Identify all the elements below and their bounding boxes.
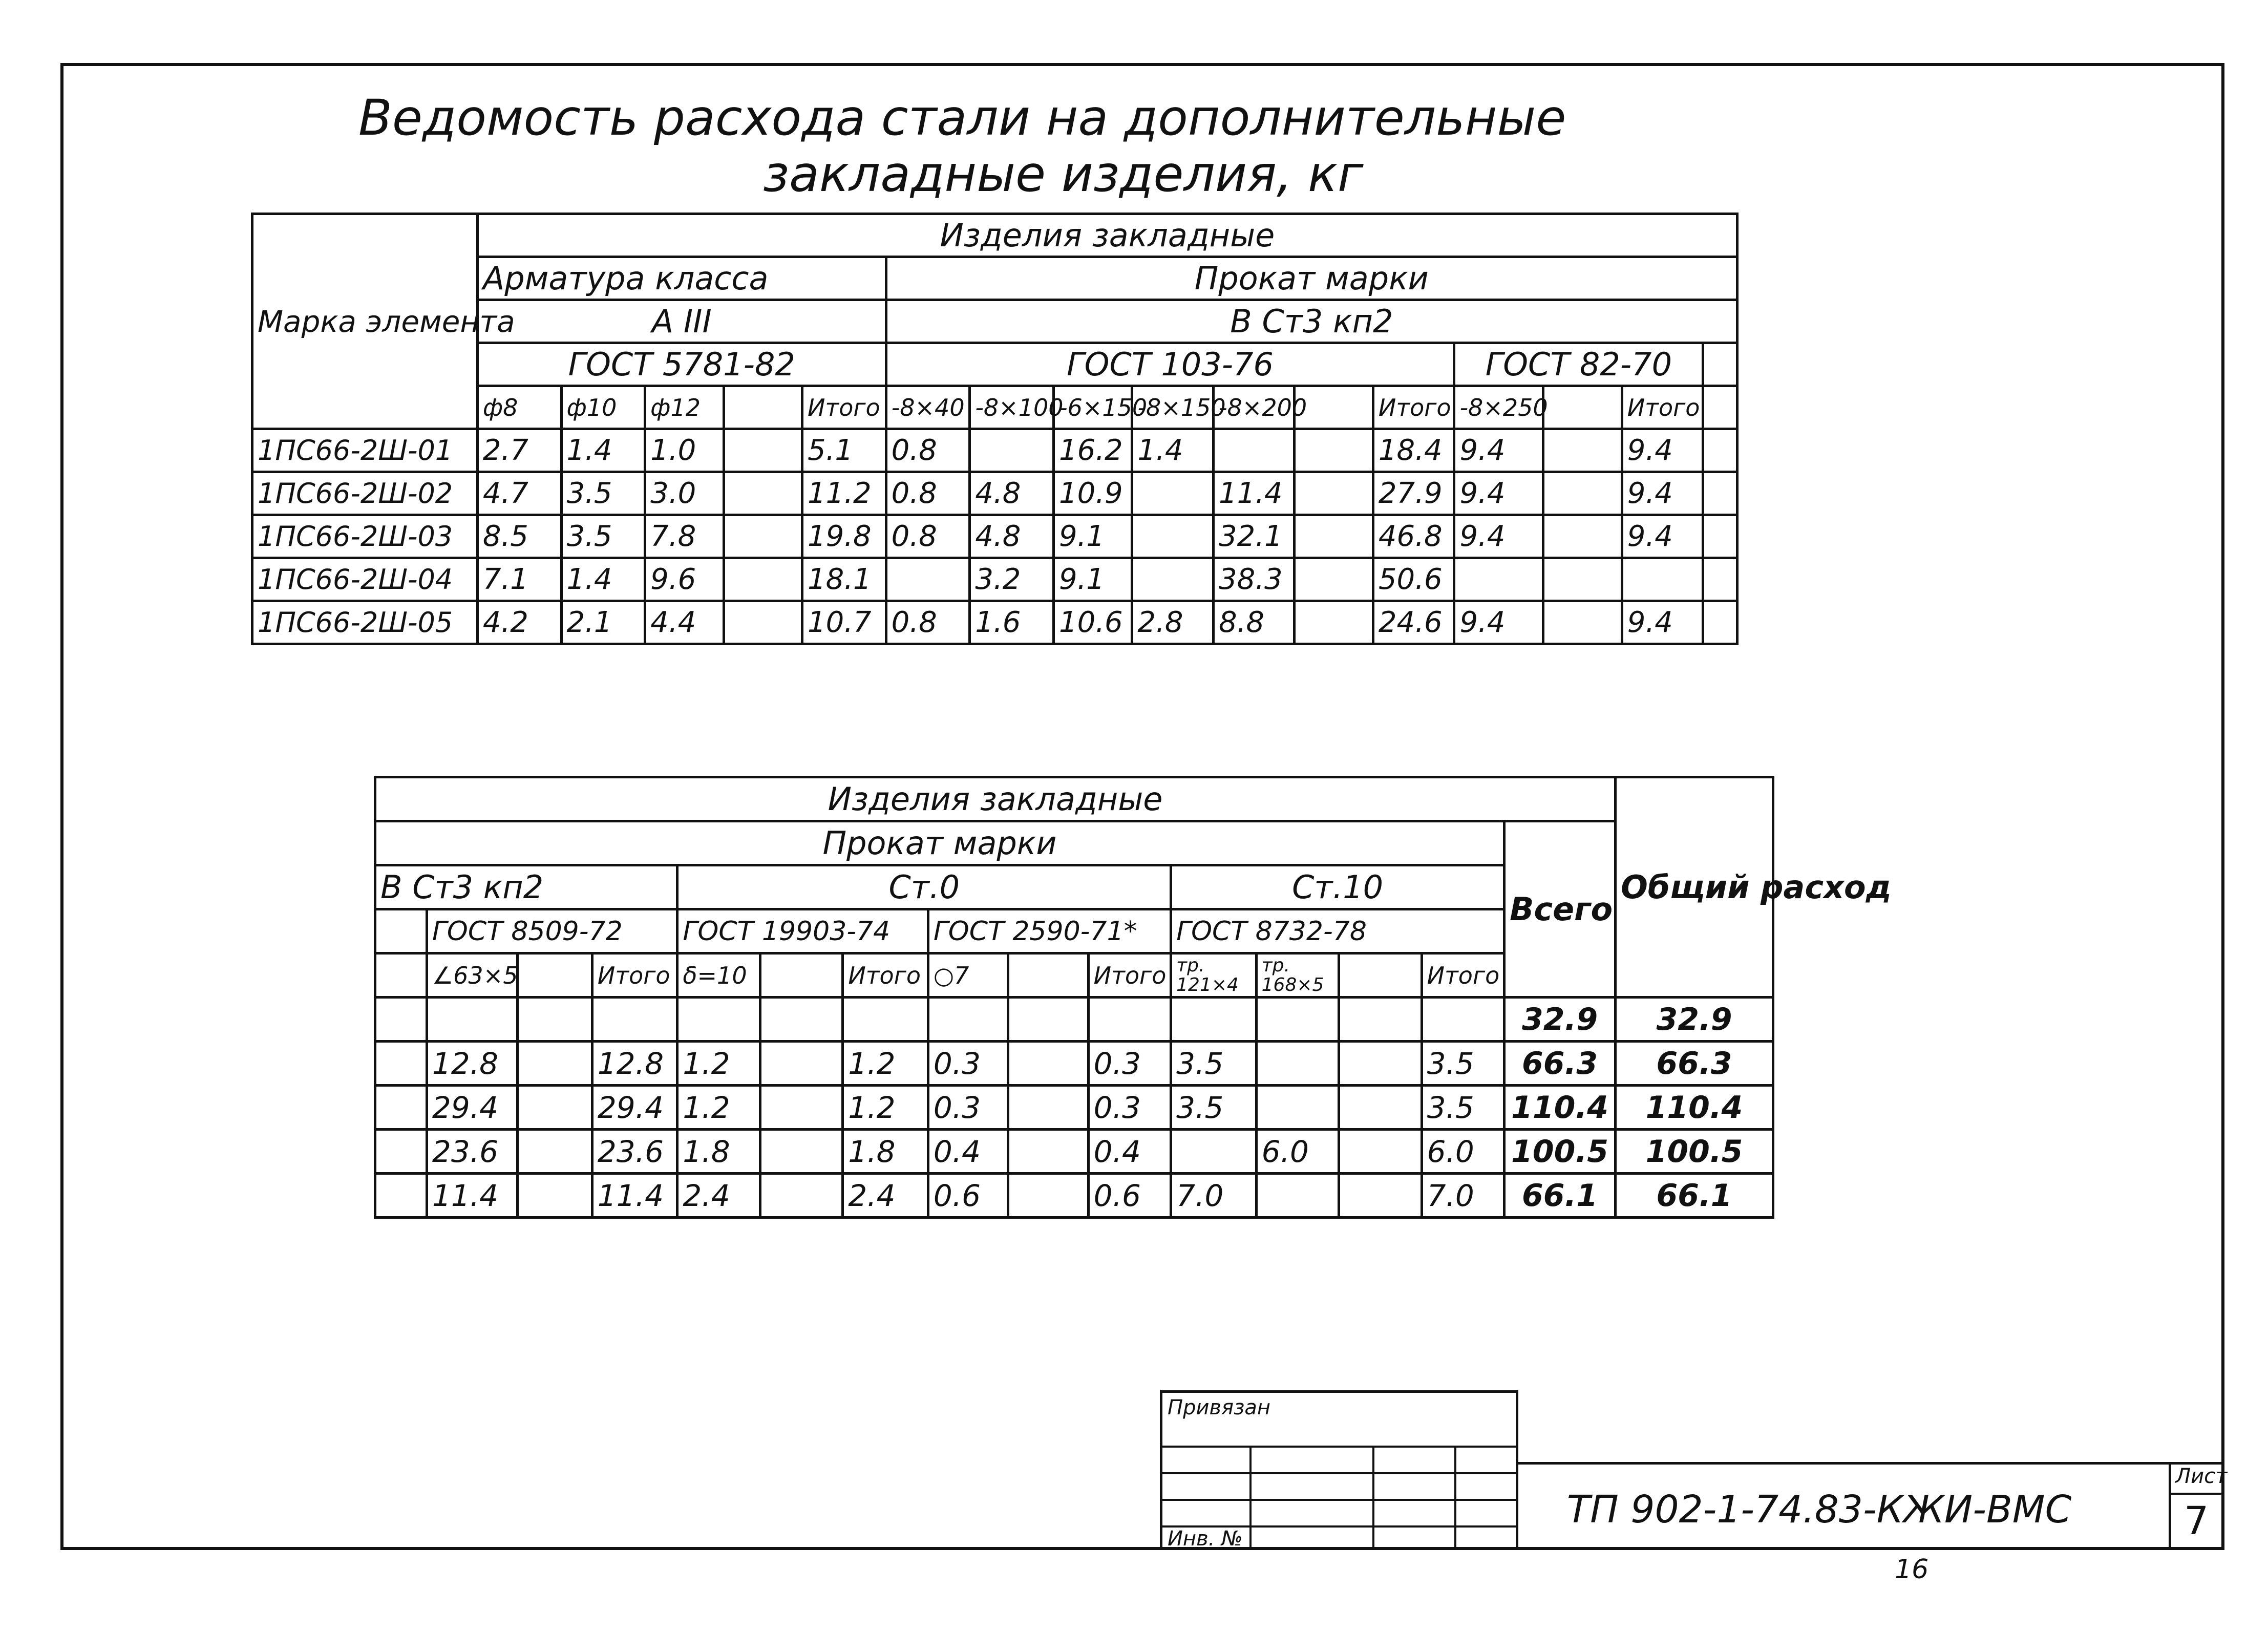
table-cell xyxy=(517,1086,592,1130)
col-header xyxy=(724,386,802,429)
table-cell: 1.2 xyxy=(677,1086,760,1130)
col-header xyxy=(1543,386,1622,429)
row-total: 66.1 xyxy=(1504,1174,1616,1218)
row-header: Марка элемента xyxy=(252,214,478,429)
table-cell xyxy=(1339,1130,1422,1174)
table-cell: 1.8 xyxy=(843,1130,928,1174)
table-cell xyxy=(1422,998,1504,1042)
col-header: Итого xyxy=(1088,953,1171,998)
table-cell xyxy=(1008,1086,1088,1130)
table2-body xyxy=(375,998,1773,1218)
col-header xyxy=(1008,953,1088,998)
table-row xyxy=(252,558,1737,601)
table-cell xyxy=(1703,472,1737,515)
table-cell: 29.4 xyxy=(592,1086,677,1130)
col-header: ф8 xyxy=(477,386,561,429)
table-cell xyxy=(1339,1174,1422,1218)
table-cell xyxy=(375,1086,427,1130)
col-header: Итого xyxy=(843,953,928,998)
table-cell xyxy=(1339,1042,1422,1086)
table-cell xyxy=(1703,601,1737,644)
table-cell xyxy=(1256,998,1339,1042)
table-cell: 19.8 xyxy=(802,515,886,558)
table-cell xyxy=(724,429,802,472)
table-cell: 9.6 xyxy=(645,558,724,601)
spacer-cell xyxy=(375,909,427,953)
total-header: Всего xyxy=(1504,821,1616,998)
col-header: -8×250 xyxy=(1454,386,1543,429)
table-cell xyxy=(427,998,517,1042)
col-header: ф10 xyxy=(561,386,645,429)
table-cell xyxy=(1454,558,1543,601)
table-cell: 18.4 xyxy=(1373,429,1454,472)
page-subtitle: закладные изделия, кг xyxy=(763,145,1364,203)
col-header: Итого xyxy=(1373,386,1454,429)
col-header: ф12 xyxy=(645,386,724,429)
col-header: Итого xyxy=(802,386,886,429)
col-header xyxy=(517,953,592,998)
table-cell xyxy=(1008,998,1088,1042)
table-row xyxy=(252,601,1737,644)
table-cell xyxy=(1256,1174,1339,1218)
table-cell: 11.2 xyxy=(802,472,886,515)
table-cell: 10.7 xyxy=(802,601,886,644)
element-mark: 1ПС66-2Ш-01 xyxy=(252,429,478,472)
table-cell xyxy=(724,601,802,644)
table-cell: 9.4 xyxy=(1622,515,1703,558)
stamp-divider xyxy=(1249,1446,1252,1547)
grand-total-header: Общий расход xyxy=(1616,777,1773,998)
gost-b2: ГОСТ 2590-71* xyxy=(928,909,1171,953)
table-cell xyxy=(1132,472,1214,515)
group-title: Изделия закладные xyxy=(477,214,1737,257)
table-cell: 9.1 xyxy=(1053,558,1132,601)
table-cell: 10.9 xyxy=(1053,472,1132,515)
table-cell: 7.1 xyxy=(477,558,561,601)
table-cell: 3.5 xyxy=(561,515,645,558)
table-cell xyxy=(677,998,760,1042)
table-cell xyxy=(1339,998,1422,1042)
sheet-divider xyxy=(2169,1493,2224,1495)
table-cell xyxy=(1213,429,1295,472)
table-cell: 50.6 xyxy=(1373,558,1454,601)
row-grand-total: 66.1 xyxy=(1616,1174,1773,1218)
grade-b: Ст.0 xyxy=(677,865,1171,909)
prokat-title: Прокат марки xyxy=(886,257,1737,300)
table-cell xyxy=(724,558,802,601)
row-total: 110.4 xyxy=(1504,1086,1616,1130)
row-grand-total: 110.4 xyxy=(1616,1086,1773,1130)
table-cell: 4.2 xyxy=(477,601,561,644)
row-grand-total: 100.5 xyxy=(1616,1130,1773,1174)
table-row xyxy=(375,1042,1773,1086)
row-total: 100.5 xyxy=(1504,1130,1616,1174)
table-cell: 10.6 xyxy=(1053,601,1132,644)
sheet-number: 7 xyxy=(2184,1498,2209,1543)
table-row xyxy=(375,1086,1773,1130)
page-title: Ведомость расхода стали на дополнительные xyxy=(358,89,1566,146)
table-cell xyxy=(1171,998,1257,1042)
table-cell: 1.6 xyxy=(970,601,1054,644)
table-cell xyxy=(1295,515,1373,558)
stamp-divider xyxy=(1162,1499,1516,1501)
table-cell: 9.4 xyxy=(1622,429,1703,472)
spacer-cell xyxy=(1703,343,1737,386)
table-cell xyxy=(1008,1174,1088,1218)
col-header: Итого xyxy=(1422,953,1504,998)
table-cell xyxy=(1295,429,1373,472)
table-cell xyxy=(724,472,802,515)
table-cell xyxy=(375,998,427,1042)
table-cell: 38.3 xyxy=(1213,558,1295,601)
table-cell: 1.4 xyxy=(561,429,645,472)
table-row xyxy=(375,1130,1773,1174)
table-cell xyxy=(1543,601,1622,644)
table-cell: 2.1 xyxy=(561,601,645,644)
table-cell xyxy=(760,998,842,1042)
table-cell xyxy=(1008,1042,1088,1086)
stamp-divider xyxy=(1372,1446,1374,1547)
table-cell: 27.9 xyxy=(1373,472,1454,515)
prokat-gost-a: ГОСТ 103-76 xyxy=(886,343,1454,386)
armature-title: Арматура класса xyxy=(477,257,886,300)
table-cell: 3.5 xyxy=(1422,1086,1504,1130)
binding-stamp xyxy=(1160,1390,1518,1550)
table-cell: 0.3 xyxy=(1088,1086,1171,1130)
table-cell xyxy=(760,1042,842,1086)
element-mark: 1ПС66-2Ш-02 xyxy=(252,472,478,515)
steel-consumption-table-2 xyxy=(374,776,1892,1219)
table-cell: 23.6 xyxy=(427,1130,517,1174)
table-cell: 2.7 xyxy=(477,429,561,472)
table-cell: 3.5 xyxy=(1422,1042,1504,1086)
col-header xyxy=(760,953,842,998)
table-cell: 4.8 xyxy=(970,472,1054,515)
gost-c: ГОСТ 8732-78 xyxy=(1171,909,1504,953)
table-cell: 9.4 xyxy=(1454,472,1543,515)
table-cell: 4.8 xyxy=(970,515,1054,558)
table-row xyxy=(252,472,1737,515)
table-cell xyxy=(1703,429,1737,472)
stamp-divider xyxy=(1454,1446,1456,1547)
prokat-title-2: Прокат марки xyxy=(375,821,1504,865)
element-mark: 1ПС66-2Ш-04 xyxy=(252,558,478,601)
row-grand-total: 66.3 xyxy=(1616,1042,1773,1086)
table-cell xyxy=(1295,601,1373,644)
table-cell xyxy=(760,1174,842,1218)
table-cell: 29.4 xyxy=(427,1086,517,1130)
table-cell: 3.2 xyxy=(970,558,1054,601)
table-row xyxy=(375,998,1773,1042)
col-header: -8×40 xyxy=(886,386,970,429)
table-cell: 0.8 xyxy=(886,515,970,558)
gost-a: ГОСТ 8509-72 xyxy=(427,909,677,953)
gost-b1: ГОСТ 19903-74 xyxy=(677,909,928,953)
col-header: δ=10 xyxy=(677,953,760,998)
attached-label: Привязан xyxy=(1168,1396,1271,1419)
spacer-cell xyxy=(1703,386,1737,429)
stamp-divider xyxy=(1162,1472,1516,1474)
table-cell: 9.4 xyxy=(1454,601,1543,644)
table-cell xyxy=(1295,558,1373,601)
table-cell: 24.6 xyxy=(1373,601,1454,644)
table-cell xyxy=(928,998,1008,1042)
col-header: Итого xyxy=(592,953,677,998)
table-cell xyxy=(517,1042,592,1086)
table-cell: 11.4 xyxy=(427,1174,517,1218)
col-header: -8×150 xyxy=(1132,386,1214,429)
table-cell xyxy=(517,998,592,1042)
col-header: ○7 xyxy=(928,953,1008,998)
table-cell xyxy=(1703,558,1737,601)
row-total: 32.9 xyxy=(1504,998,1616,1042)
table-cell: 6.0 xyxy=(1256,1130,1339,1174)
table-cell: 9.4 xyxy=(1622,601,1703,644)
grade-a: В Ст3 кп2 xyxy=(375,865,677,909)
table-row xyxy=(252,515,1737,558)
table-cell: 4.7 xyxy=(477,472,561,515)
element-mark: 1ПС66-2Ш-05 xyxy=(252,601,478,644)
table-row xyxy=(252,429,1737,472)
table-cell xyxy=(1543,472,1622,515)
table-cell xyxy=(592,998,677,1042)
table-cell: 0.4 xyxy=(1088,1130,1171,1174)
table-cell xyxy=(1295,472,1373,515)
table-cell: 46.8 xyxy=(1373,515,1454,558)
table-cell xyxy=(517,1130,592,1174)
table-cell: 7.0 xyxy=(1422,1174,1504,1218)
table-cell: 18.1 xyxy=(802,558,886,601)
table-cell xyxy=(760,1086,842,1130)
table-cell: 8.5 xyxy=(477,515,561,558)
document-code: ТП 902-1-74.83-КЖИ-ВМС xyxy=(1567,1488,2072,1532)
table-cell: 1.2 xyxy=(843,1086,928,1130)
table-cell: 2.4 xyxy=(677,1174,760,1218)
table-cell: 3.0 xyxy=(645,472,724,515)
table-cell: 9.4 xyxy=(1454,429,1543,472)
element-mark: 1ПС66-2Ш-03 xyxy=(252,515,478,558)
table-cell: 1.4 xyxy=(561,558,645,601)
table-cell xyxy=(760,1130,842,1174)
table-cell: 4.4 xyxy=(645,601,724,644)
grade-c: Ст.10 xyxy=(1171,865,1504,909)
row-grand-total: 32.9 xyxy=(1616,998,1773,1042)
spacer-cell xyxy=(375,953,427,998)
table-cell xyxy=(1703,515,1737,558)
sheet-label: Лист xyxy=(2175,1465,2228,1488)
table-cell xyxy=(1008,1130,1088,1174)
col-header: -8×100 xyxy=(970,386,1054,429)
table-cell xyxy=(517,1174,592,1218)
table-cell: 12.8 xyxy=(427,1042,517,1086)
table-cell: 11.4 xyxy=(1213,472,1295,515)
col-header xyxy=(1339,953,1422,998)
table-cell: 0.3 xyxy=(928,1042,1008,1086)
table-cell: 0.3 xyxy=(928,1086,1008,1130)
table-cell: 1.2 xyxy=(677,1042,760,1086)
table-cell xyxy=(1256,1086,1339,1130)
table-cell xyxy=(1622,558,1703,601)
table-cell xyxy=(1132,515,1214,558)
table-cell: 3.5 xyxy=(561,472,645,515)
table-cell: 12.8 xyxy=(592,1042,677,1086)
table-cell: 0.4 xyxy=(928,1130,1008,1174)
table-cell xyxy=(375,1042,427,1086)
table-cell xyxy=(886,558,970,601)
footnote-number: 16 xyxy=(1895,1554,1929,1585)
table-cell xyxy=(1171,1130,1257,1174)
prokat-grade: В Ст3 кп2 xyxy=(886,300,1737,343)
table-cell: 0.8 xyxy=(886,429,970,472)
table-cell xyxy=(1132,558,1214,601)
table-cell xyxy=(1543,515,1622,558)
stamp-divider xyxy=(1162,1446,1516,1448)
table-cell: 8.8 xyxy=(1213,601,1295,644)
table-cell: 1.4 xyxy=(1132,429,1214,472)
table-cell xyxy=(843,998,928,1042)
table-cell: 7.0 xyxy=(1171,1174,1257,1218)
table-cell: 0.6 xyxy=(1088,1174,1171,1218)
table-cell: 11.4 xyxy=(592,1174,677,1218)
table-cell xyxy=(1543,429,1622,472)
prokat-gost-b: ГОСТ 82-70 xyxy=(1454,343,1703,386)
table-cell xyxy=(724,515,802,558)
col-header: тр. 168×5 xyxy=(1256,953,1339,998)
table-cell: 0.8 xyxy=(886,601,970,644)
table-cell xyxy=(375,1174,427,1218)
table-cell: 6.0 xyxy=(1422,1130,1504,1174)
table-cell: 7.8 xyxy=(645,515,724,558)
table-cell: 2.4 xyxy=(843,1174,928,1218)
table-cell: 16.2 xyxy=(1053,429,1132,472)
table-cell: 1.8 xyxy=(677,1130,760,1174)
table-cell: 9.1 xyxy=(1053,515,1132,558)
table-cell xyxy=(1543,558,1622,601)
table-cell: 32.1 xyxy=(1213,515,1295,558)
table-cell: 9.4 xyxy=(1622,472,1703,515)
table-cell: 0.6 xyxy=(928,1174,1008,1218)
table-row xyxy=(375,1174,1773,1218)
col-header: ∠63×5 xyxy=(427,953,517,998)
table-cell xyxy=(1256,1042,1339,1086)
table-cell: 9.4 xyxy=(1454,515,1543,558)
table1-body xyxy=(252,429,1737,644)
armature-gost: ГОСТ 5781-82 xyxy=(477,343,886,386)
table-cell: 1.0 xyxy=(645,429,724,472)
table-cell xyxy=(1088,998,1171,1042)
table-cell: 2.8 xyxy=(1132,601,1214,644)
group-title-2: Изделия закладные xyxy=(375,777,1616,821)
table-cell: 23.6 xyxy=(592,1130,677,1174)
col-header: -6×150 xyxy=(1053,386,1132,429)
table-cell: 0.3 xyxy=(1088,1042,1171,1086)
table-cell xyxy=(1339,1086,1422,1130)
table-cell: 3.5 xyxy=(1171,1086,1257,1130)
col-header: -8×200 xyxy=(1213,386,1295,429)
col-header: тр. 121×4 xyxy=(1171,953,1257,998)
steel-consumption-table-1 xyxy=(251,213,1739,645)
table-cell xyxy=(375,1130,427,1174)
table-cell: 5.1 xyxy=(802,429,886,472)
row-total: 66.3 xyxy=(1504,1042,1616,1086)
armature-class: А III xyxy=(477,300,886,343)
table-cell xyxy=(970,429,1054,472)
table-cell: 1.2 xyxy=(843,1042,928,1086)
table-cell: 0.8 xyxy=(886,472,970,515)
inventory-label: Инв. № xyxy=(1168,1527,1243,1551)
col-header: Итого xyxy=(1622,386,1703,429)
table-cell: 3.5 xyxy=(1171,1042,1257,1086)
